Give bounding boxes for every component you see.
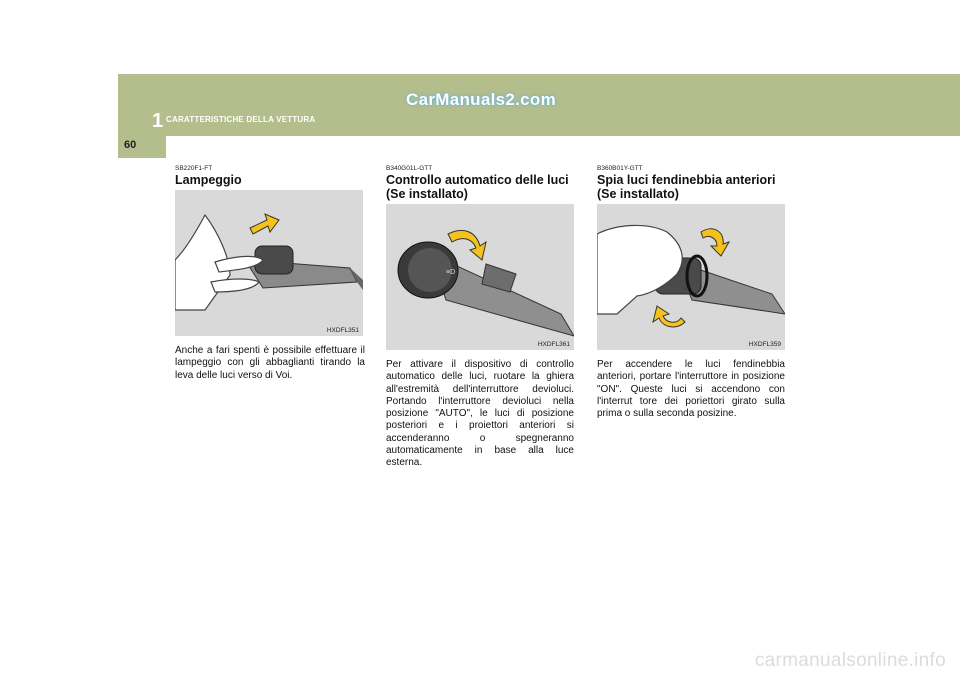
flash-lever-illustration <box>175 190 363 336</box>
site-watermark-link[interactable]: CarManuals2.com <box>406 90 556 109</box>
section-body: Anche a fari spenti è possibile effettuare il lampeggio con gli abbaglianti tirando la leva delle luci verso di Voi. <box>175 345 365 381</box>
figure-flash-lever <box>175 190 363 336</box>
fog-light-illustration <box>597 204 785 350</box>
auto-light-illustration <box>386 204 574 350</box>
chapter-title: CARATTERISTICHE DELLA VETTURA <box>166 115 316 124</box>
figure-fog-light-switch <box>597 204 785 350</box>
figure-auto-light-switch <box>386 204 574 350</box>
section-title: Lampeggio <box>175 173 242 187</box>
section-title: Spia luci fendinebbia anteriori (Se installato) <box>597 173 776 201</box>
section-code: B340G01L-GTT <box>386 165 433 172</box>
section-body: Per attivare il dispositivo di controllo automatico delle luci, ruotare la ghiera all'estremità dell'interruttore devioluci. Portando l'interruttore devioluci nella posizione "AUTO", le luci di posizione posteriori e i proiettori anteriori si accenderanno o spegneranno automaticamente in base alla luce esterna. <box>386 359 574 469</box>
figure-code: HXDFL359 <box>748 341 781 348</box>
chapter-number: 1 <box>152 110 164 132</box>
section-lampeggio <box>175 165 365 382</box>
section-auto-light <box>386 165 574 470</box>
rotate-up-arrow-icon <box>701 229 729 256</box>
section-title: Controllo automatico delle luci (Se installato) <box>386 173 569 201</box>
section-body: Per accendere le luci fendinebbia anteriori, portare l'interruttore in posizione "ON". Queste luci si accendono con l'interrut tore dei poriettori girato sulla prima o sulla seconda posizine. <box>597 359 785 420</box>
page-number: 60 <box>124 139 137 151</box>
rotate-down-arrow-icon <box>653 306 685 327</box>
svg-text:≡D: ≡D <box>446 269 456 276</box>
arrow-icon <box>250 214 279 234</box>
footer-watermark-link[interactable]: carmanualsonline.info <box>754 650 946 671</box>
section-fog-lights <box>597 165 785 420</box>
hand-drawing <box>597 225 682 314</box>
figure-code: HXDFL361 <box>537 341 570 348</box>
section-code: B360B01Y-GTT <box>597 165 643 172</box>
figure-code: HXDFL351 <box>326 327 359 334</box>
section-code: SB220F1-FT <box>175 165 213 172</box>
